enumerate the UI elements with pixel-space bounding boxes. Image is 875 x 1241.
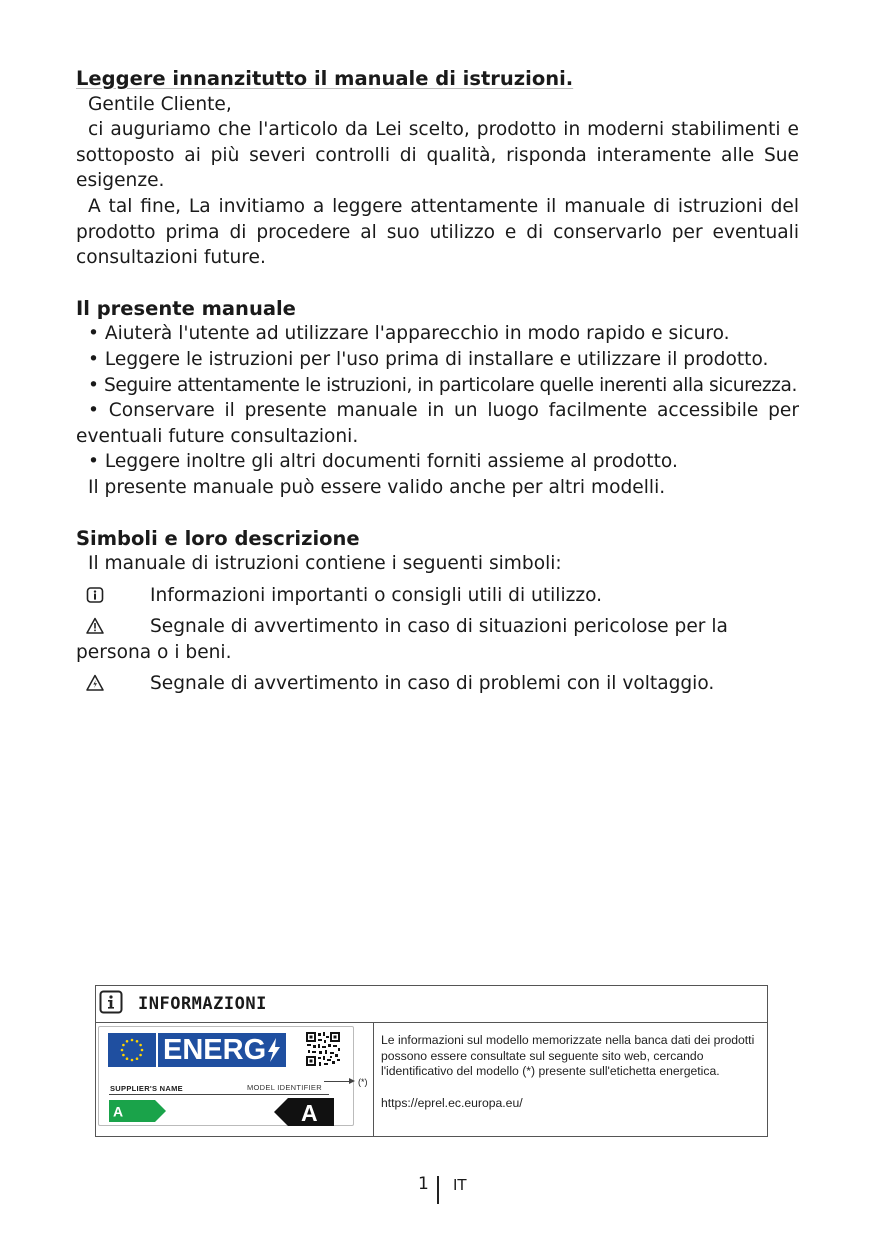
page-content (76, 66, 799, 697)
symbol-voltage-text: Segnale di avvertimento in caso di problemi con il voltaggio. (150, 673, 715, 695)
info-icon (86, 586, 104, 604)
warning-icon (86, 617, 104, 635)
arrow-right-icon (349, 1078, 355, 1084)
energy-label-panel (96, 1022, 374, 1136)
footer-divider (437, 1176, 439, 1204)
info-box-header (96, 986, 767, 1023)
energy-class-arrow-big (274, 1098, 334, 1126)
manual-bullet-3: • Seguire attentamente le istruzioni, in particolare quelle inerenti alla sicurezza. (88, 374, 797, 396)
energy-class-small-label: A (113, 1103, 124, 1120)
info-box-text (381, 1033, 761, 1111)
model-note-marker: (*) (358, 1077, 368, 1087)
lightning-icon (267, 1038, 281, 1062)
qr-code-icon (305, 1031, 341, 1067)
supplier-name: SUPPLIER'S NAME (110, 1084, 183, 1093)
manual-bullet-4: • Conservare il presente manuale in un luogo facilmente accessibile per eventuali future consultazioni. (76, 400, 799, 447)
intro-heading: Leggere innanzitutto il manuale di istruzioni. (76, 67, 574, 90)
info-description: Le informazioni sul modello memorizzate nella banca dati dei prodotti possono essere consultate sul seguente sito web, cercando l'identificativo del modello (*) presente sull'etichetta energetica. (381, 1033, 755, 1079)
model-pointer-line (324, 1081, 350, 1082)
energy-label (98, 1026, 354, 1126)
symbol-info-row (76, 583, 799, 609)
language-code: IT (453, 1176, 467, 1194)
symbols-heading: Simboli e loro descrizione (76, 526, 360, 550)
symbol-info-text: Informazioni importanti o consigli utili di utilizzo. (150, 584, 603, 606)
eprel-link[interactable]: https://eprel.ec.europa.eu/ (381, 1095, 523, 1110)
greeting: Gentile Cliente, (88, 93, 232, 115)
manual-heading: Il presente manuale (76, 296, 296, 320)
symbol-voltage-row (76, 671, 799, 697)
energy-class-arrow-small (109, 1100, 167, 1122)
manual-note: Il presente manuale può essere valido anche per altri modelli. (88, 476, 666, 498)
voltage-warning-icon (86, 674, 104, 692)
intro-paragraph-2: A tal fine, La invitiamo a leggere attentamente il manuale di istruzioni del prodotto prima di procedere al suo utilizzo e di conservarlo per eventuali consultazioni future. (76, 195, 799, 269)
info-box-title: INFORMAZIONI (138, 994, 267, 1014)
intro-paragraph-1: ci auguriamo che l'articolo da Lei scelto, prodotto in moderni stabilimenti e sottoposto ai più severi controlli di qualità, risponda interamente alle Sue esigenze. (76, 119, 799, 192)
label-divider (109, 1094, 329, 1095)
energy-logo (158, 1033, 286, 1067)
eu-flag-icon (108, 1033, 156, 1067)
manual-bullet-1: • Aiuterà l'utente ad utilizzare l'apparecchio in modo rapido e sicuro. (88, 323, 730, 345)
information-box (95, 985, 768, 1137)
symbols-intro: Il manuale di istruzioni contiene i seguenti simboli: (88, 553, 562, 575)
info-icon (99, 990, 123, 1014)
page-number: 1 (418, 1174, 429, 1194)
energy-class-big-label: A (301, 1100, 318, 1126)
symbol-warning-row (76, 614, 799, 665)
symbol-warning-text: Segnale di avvertimento in caso di situazioni pericolose per la persona o i beni. (76, 616, 728, 663)
energy-word: ENERG (163, 1034, 267, 1066)
manual-bullet-5: • Leggere inoltre gli altri documenti forniti assieme al prodotto. (88, 451, 678, 473)
model-identifier: MODEL IDENTIFIER (247, 1083, 322, 1092)
manual-bullet-2: • Leggere le istruzioni per l'uso prima di installare e utilizzare il prodotto. (88, 348, 769, 370)
